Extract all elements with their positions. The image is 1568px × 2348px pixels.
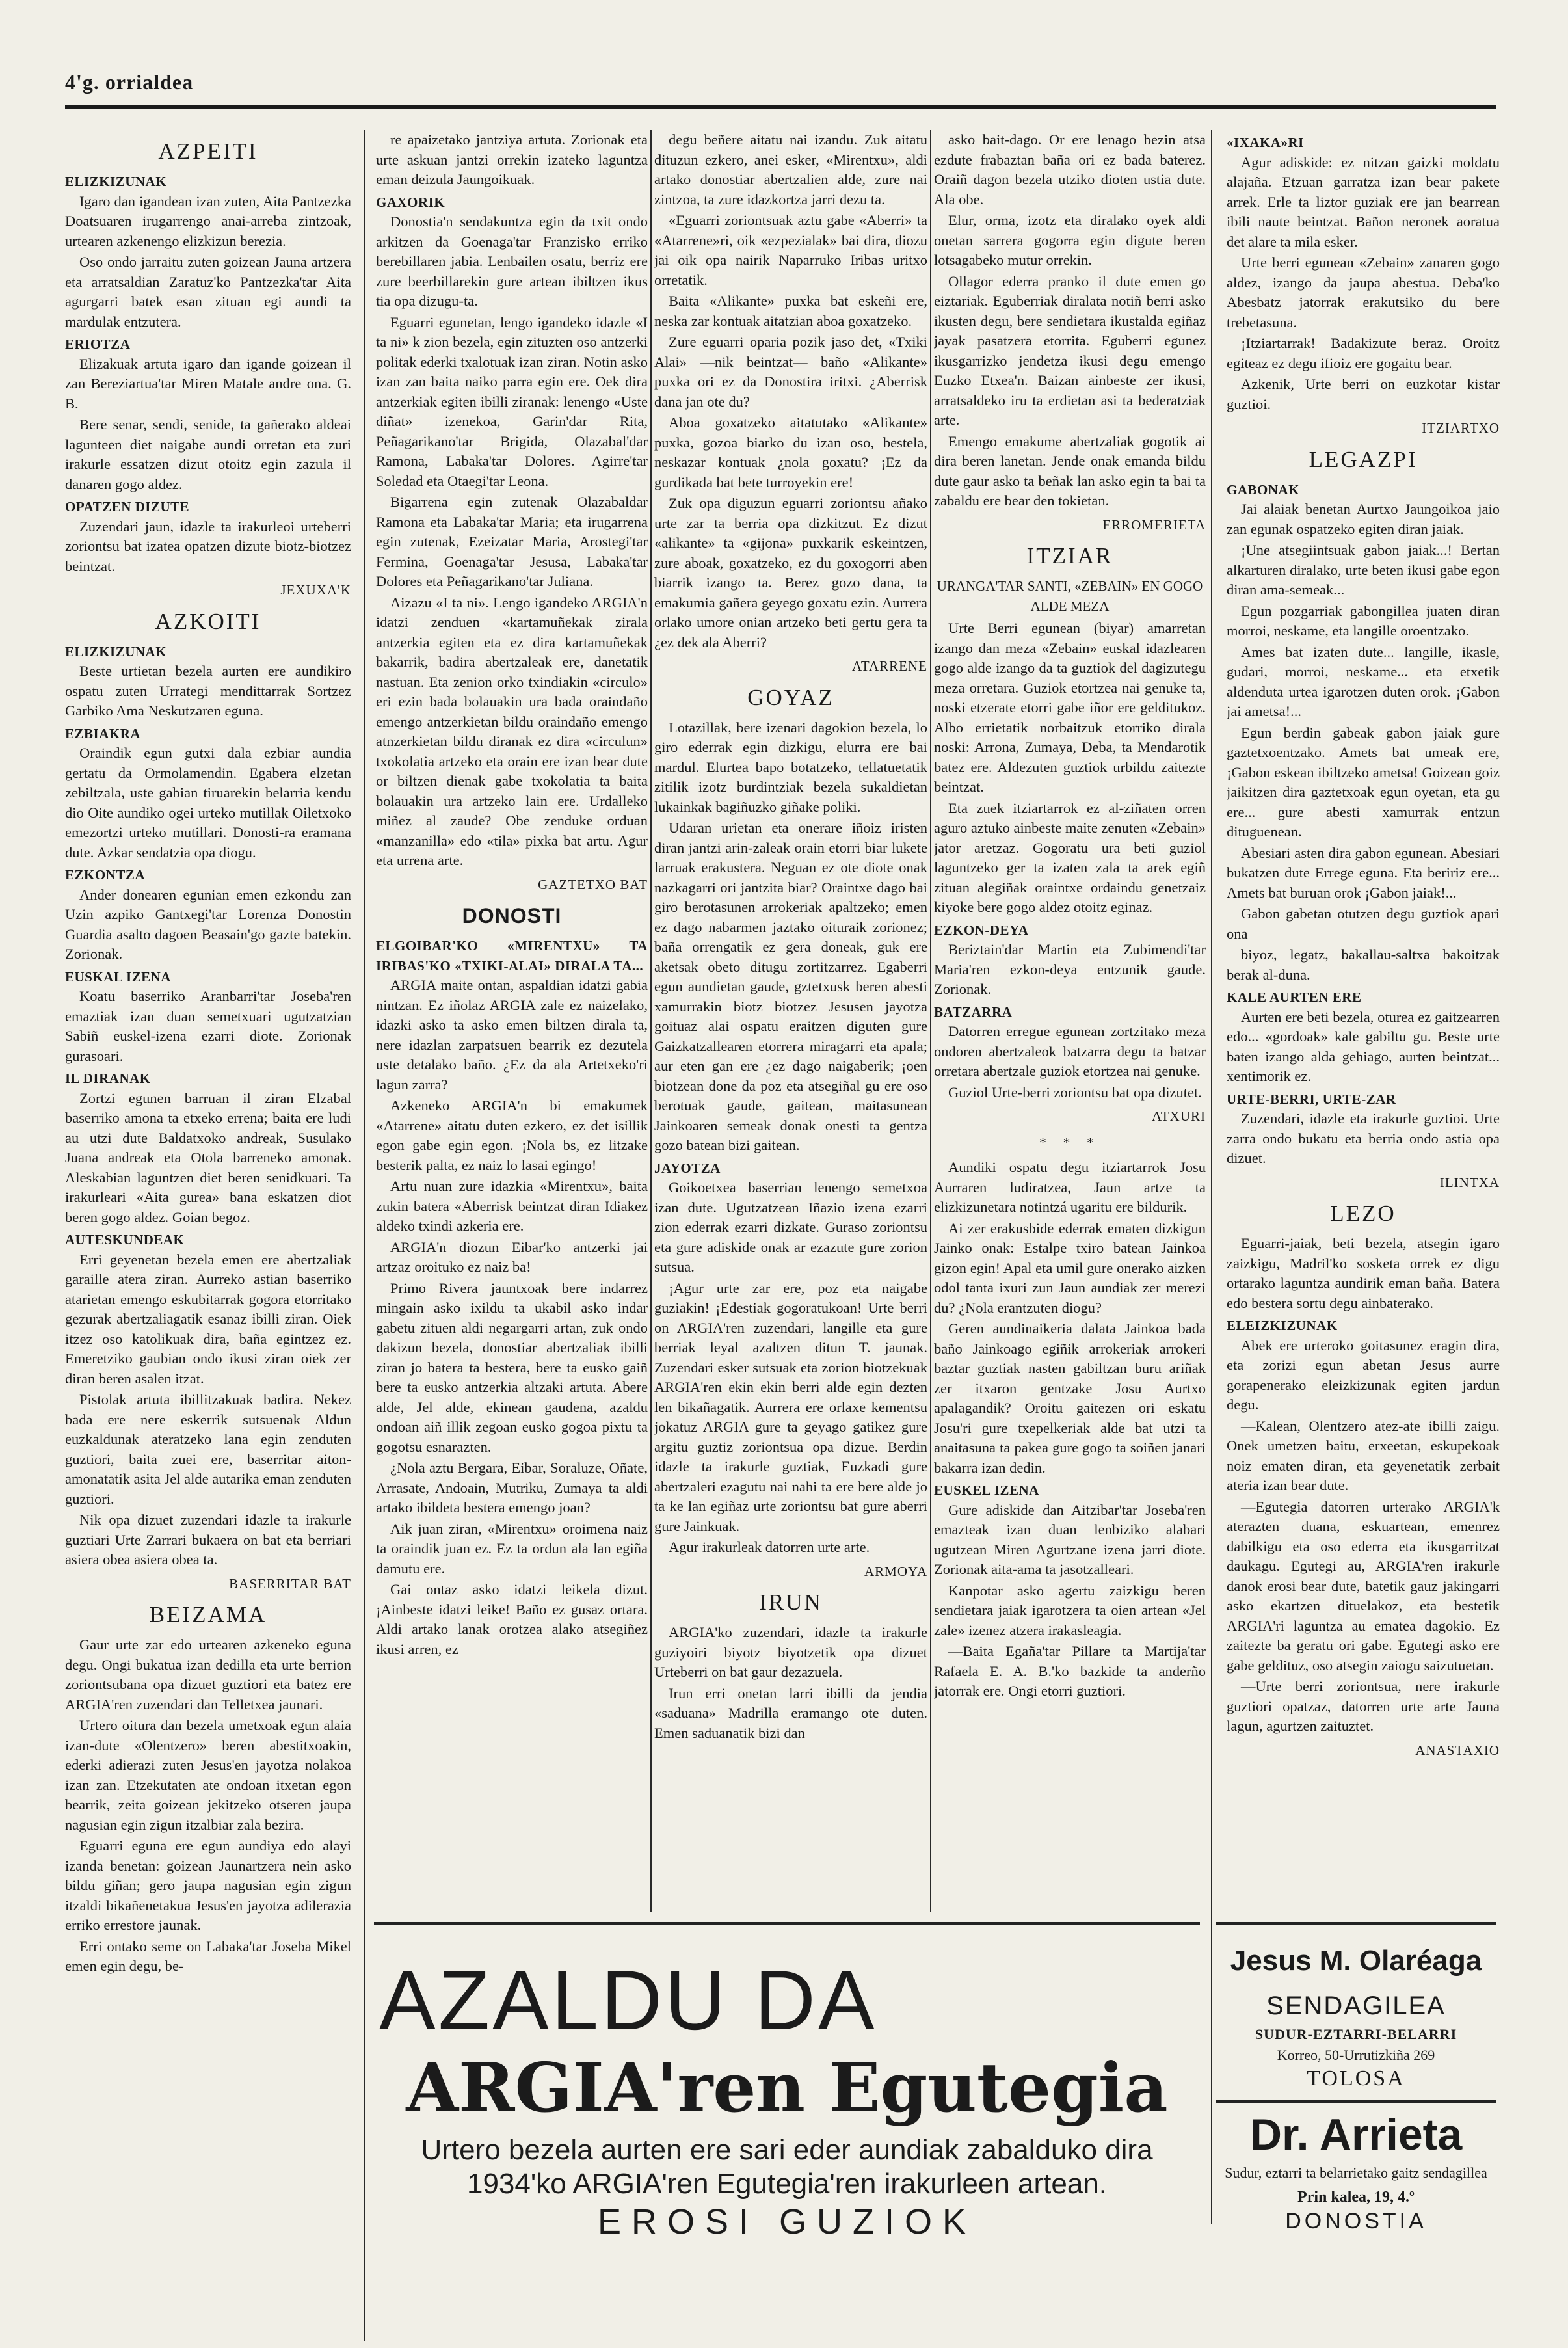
article-paragraph: Aundiki ospatu degu itziartarrok Josu Aurraren ludiratzea, Jaun artze ta elizkizunetara notintzá ugaritu ere bildurik. (934, 1159, 1206, 1215)
page-number-label: 4'g. orrialdea (65, 70, 194, 94)
article-paragraph: Azkeneko ARGIA'n bi emakumek «Atarrene» aitatu duten ezkero, ez det isillik egon gabe egin egon. ¡Nola bs, ez litzake besterik palta, ez naiz lo lasai egingo! (376, 1097, 648, 1173)
article-paragraph: ¡Itziartarrak! Badakizute beraz. Oroitz egiteaz ez degu ifioiz ere gogaitu bear. (1227, 335, 1500, 371)
article-paragraph: Aboa goxatzeko aitatutako «Alikante» puxka, gozoa biarko du izan oso, bestela, neskazar kontuak ¿nola goxatu? ¡Ez da gurdikada bat bete turroyekin ere! (654, 414, 927, 490)
section-subheading: IL DIRANAK (65, 1071, 151, 1086)
column-4 (934, 130, 1206, 1912)
doctor-profession: SENDAGILEA (1266, 1992, 1446, 2020)
ad-headline: AZALDU DA (379, 1953, 877, 2048)
section-subheading: ELIZKIZUNAK (65, 174, 167, 189)
article-paragraph: Lotazillak, bere izenari dagokion bezela, lo giro ederrak egin dizkigu, elurra ere bai mardul. Elurtea bapo botatzeko, tellatuetatik zitilik izotz burdintziak bezela sukaldietan lukainkak bagiñuzko giñake poliki. (654, 719, 927, 815)
second-doctor-description: Sudur, eztarri ta belarrietako gaitz sendagillea (1225, 2165, 1487, 2181)
article-paragraph: Zortzi egunen barruan il ziran Elzabal baserriko amona ta etxeko errena; baita ere ludi au utzi dute Baldatxoko andreak, Susulako Juana andreak eta Otola barreneko amonak. Aleskabian laguntzen diet beren senidkuari. Ta irakurleari «Aita gurea» bana eskatzen diot beren gogo aldez. Goian begoz. (65, 1089, 351, 1225)
article-paragraph: Urte Berri egunean (biyar) amarretan izango dan meza «Zebain» euskal idazlearen gogo alde izango da ta guztiok del dagizutegu meza orretara. Guziok etortzea nai genuke ta, noski etzerate etorri gabe iñor ere gelditukoz. Albo errietatik norbaitzuk etorriko dirala noski: Arrona, Zumaya, Deba, ta Mendarotik batez ere. Aldezuten guztiok urbildu zaitezte beintzat. (934, 620, 1206, 795)
article-paragraph: Emengo emakume abertzaliak gogotik ai dira beren lanetan. Jende onak emanda bildu dute gaur asko ta beñak lan asko egin ta bai ta zabaldu ere bear den tokietan. (934, 433, 1206, 509)
signature: ATARRENE (852, 658, 927, 674)
article-paragraph: Agur adiskide: ez nitzan gaizki moldatu alajaña. Etzuan garratza izan bear pakete arrek. Erle ta liztor guziak ere jan bearrean ibili naute beintzat. Bañon neronek aoratua det alare ta mila esker. (1227, 153, 1500, 250)
article-paragraph: Gaur urte zar edo urtearen azkeneko eguna degu. Ongi bukatua izan dedilla eta urte berrion zoriontsubana opa dizuet guztiori eta batez ere ARGIA'ren zuzendari dan Telletxea jaunari. (65, 1636, 351, 1713)
ad-separator (1216, 2100, 1496, 2103)
signature: ERROMERIETA (1102, 516, 1206, 533)
article-paragraph: Ander donearen egunian emen ezkondu zan Uzin azpiko Gantxegi'tar Lorenza Donostin Guardia asalto dagoen Beasain'go gazte batekin. Zorionak. (65, 886, 351, 962)
section-subheading: EZKONTZA (65, 867, 146, 883)
article-paragraph: Eta zuek itziartarrok ez al-ziñaten orren aguro aztuko ainbeste maite zenuten «Zebain» jator aretzaz. Gogoratu ura beti guziol laguntzeko ger ta izaten zala ta arek egiñ zituan alegiñak oraintxe ordaindu genetzaiz kiyoke bere gogo aldez otoitz eginaz. (934, 799, 1206, 915)
article-paragraph: Zuzendari, idazle eta irakurle guztioi. Urte zarra ondo bukatu eta berria ondo astia opa dizuet. (1227, 1110, 1500, 1166)
signature: ATXURI (1152, 1108, 1206, 1124)
section-title: GOYAZ (747, 684, 834, 710)
section-subheading: ELEIZKIZUNAK (1227, 1318, 1338, 1333)
article-paragraph: Baita «Alikante» puxka bat eskeñi ere, neska zar kontuak aitatzian aboa goxatzeko. (654, 293, 927, 329)
signature: ANASTAXIO (1415, 1742, 1500, 1758)
ad-description-line: Urtero bezela aurten ere sari eder aundiak zabalduko dira (421, 2134, 1153, 2166)
signature: ITZIARTXO (1422, 420, 1500, 436)
article-paragraph: Eguarri-jaiak, beti bezela, atsegin igaro zaizkigu, Madril'ko sosketa orrek ez digu ortarako laguntza aundirik eman baña. Batera edo bestera sortu degu ainbaterako. (1227, 1235, 1500, 1311)
article-paragraph: Udaran urietan eta onerare iñoiz iristen diran jantzi arin-zaleak orain etorri biar lukete larruak erakustera. Neguan ez ote diote onak nazkagarri ori jantzita biar? Oraintxe dago bai giro berotasunen arrokeriak apaltzeko; emen ez dago nabarmen jaztako oituraik zorionez; baña orrengatik ez gera doneak, guk ere aketsak obeto ditugu zortitzarrez. Egaberri egun aundietan gaude, gztetxusk beren abesti xamurrakin biotz biotzez Jesusen jayotza goituaz alai ospatu eraitzen diguten gure Gaizkatzallearen etorrera miragarri eta apala; aur eten gan ere ¿ez dago naigaberik; ¡oen biotzean done da poz eta atsegiñal gu ere oso berotuak gaude, gaitean, maitasunean Jainkoaren semeak donak onesti ta gentza gozo batean bizi gaitean. (654, 820, 927, 1153)
article-paragraph: Goikoetxea baserrian lenengo semetxoa izan dute. Ugutzatzean Iñazio izena ezarri zion ederrak ezarri dizkate. Guraso zoriontsu eta gure adiskide onak ar ezazute gure zorion sutsua. (654, 1179, 927, 1275)
article-paragraph: Zuk opa diguzun eguarri zoriontsu añako urte zar ta berria opa dizkitzut. Ez dizut «alikante» ta «gijona» puxkarik eskeintzen, zure aboak, goxatzeko, ez du goxogorri aben biarrik izango ta. Berez gozo dana, ta emakumia gañera geyego goxatu ezin. Aurrera orlako umore onian artzeko beti gertu gera ta ¿ez dek ala Aberri? (654, 495, 927, 650)
article-paragraph: ¿Nola aztu Bergara, Eibar, Soraluze, Oñate, Arrasate, Andoain, Mutriku, Zumaya ta aldi artako ibildeta bestera emengo joan? (376, 1460, 648, 1515)
column-3 (654, 130, 927, 1912)
section-title: AZPEITI (158, 139, 258, 164)
article-paragraph: Elizakuak artuta igaro dan igande goizean il zan Bereziartua'tar Miren Matale andre ona. G. B. (65, 355, 351, 412)
article-paragraph: Beriztain'dar Martin eta Zubimendi'tar Maria'ren ezkon-deya entzunik gaude. Zorionak. (934, 941, 1206, 997)
doctor-advertisements (1216, 1922, 1496, 2234)
section-subheading: BATZARRA (934, 1004, 1013, 1020)
article-paragraph: Datorren erregue egunean zortzitako meza ondoren abertzaleok batzarra degu ta batzar orretara abertzale guziok etortzea nai genuke. (934, 1023, 1206, 1079)
article-paragraph: Bigarrena egin zutenak Olazabaldar Ramona eta Labaka'tar Maria; eta irugarrena egin zutenak, Ezeizatar Maria, Arostegi'tar Fermina, Goenaga'tar Jesusa, Labaka'tar Dolores eta Peñagarikano'tar Juliana. (376, 494, 648, 589)
section-subheading: EUSKAL IZENA (65, 968, 171, 985)
article-paragraph: Egun berdin gabeak gabon jaiak gure gaztetxoentzako. Amets bat umeak ere, ¡Gabon eskean ibiltzeko ametsa! Goizean goiz jaikitzen dira gaztetxoak egun oyetan, eta gu ere... gure abesti xamurrak entzun dituguenean. (1227, 724, 1500, 840)
article-paragraph: Koatu baserriko Aranbarri'tar Joseba'ren emaztiak izan duan semetxuari ugutzatzian Sabiñ euskel-izena ezarri diote. Zorionak gurasoari. (65, 988, 351, 1064)
article-paragraph: degu beñere aitatu nai izandu. Zuk aitatu dituzun ezkero, anei esker, «Mirentxu», aldi artako donostiar abertzalien alde, zure nai zintzoa, ta zure idazkortza jarri dezu ta. (654, 131, 927, 207)
second-doctor-address: Prin kalea, 19, 4.º (1297, 2189, 1415, 2206)
article-paragraph: Oraindik egun gutxi dala ezbiar aundia gertatu da Ormolamendin. Egabera elzetan zebiltzala, uste gabian tiruarekin belarria kendu dio Oite aundiko ogei urteko mutillak Oiletxoko emezortzi urteko mutillari. Donosti-ra eramana dute. Azkar sendatzia opa diogu. (65, 745, 351, 860)
article-paragraph: Oso ondo jarraitu zuten goizean Jauna artzera eta arratsaldian Zaratuz'ko Pantzezka'tar Aita agurgarri batek esan zituan egi aundi ta mardulak entzutera. (65, 254, 351, 330)
article-subtitle: URANGA'TAR SANTI, «ZEBAIN» EN GOGO ALDE MEZA (937, 578, 1203, 614)
ad-call-to-action: EROSI GUZIOK (597, 2202, 977, 2241)
doctor-name: Jesus M. Olaréaga (1230, 1945, 1482, 1977)
section-subheading: «IXAKA»RI (1227, 135, 1304, 150)
article-paragraph: —Urte berri zoriontsua, nere irakurle guztiori opatzaz, datorren urte arte Jauna lagun, agurtzen zaituztet. (1227, 1678, 1500, 1734)
article-paragraph: Kanpotar asko agertu zaizkigu beren sendietara jaiak igarotzera ta oien artean «Jel zale» izenez atzera irakasleagia. (934, 1582, 1206, 1638)
column-divider (930, 130, 931, 1912)
article-paragraph: Urte berri egunean «Zebain» zanaren gogo aldez, izango da jaupa abestua. Deba'ko Abesbatz jatorrak erakutsiko du bere trebetasuna. (1227, 254, 1500, 330)
section-subheading: EUSKEL IZENA (934, 1482, 1039, 1498)
column-1 (65, 130, 351, 2348)
article-paragraph: Eguarri eguna ere egun aundiya edo alayi izanda benetan: goizean Jaunartzera nein asko bildu giñan; gero jaupa nagusian egin zigun itzaldi bikañenetakua Jesus'en jayotza adilerazia erriko errestore jaunak. (65, 1837, 351, 1933)
section-title: AZKOITI (155, 608, 261, 634)
ad-title: ARGIA'ren Egutegia (406, 2048, 1168, 2128)
header-rule (65, 105, 1496, 109)
signature: ILINTXA (1439, 1174, 1500, 1190)
section-subheading: EZKON-DEYA (934, 922, 1029, 938)
section-subheading: OPATZEN DIZUTE (65, 499, 190, 514)
section-subheading: URTE-BERRI, URTE-ZAR (1227, 1091, 1396, 1107)
article-paragraph: Ai zer erakusbide ederrak ematen dizkigun Jainko onak: Estalpe txiro batean Jainkoa gizon egin! Apal eta umil gure onerako aizken odol tanta ixuri zun Jaun aundiak zer merezi du? ¿Nola erantzuten diogu? (934, 1220, 1206, 1316)
doctor-address: Korreo, 50-Urrutizkiña 269 (1277, 2047, 1435, 2063)
article-paragraph: re apaizetako jantziya artuta. Zorionak eta urte askuan jantzi orrekin izateko laguntza eman deizula Jaungoikuak. (376, 131, 648, 187)
article-paragraph: —Baita Egaña'tar Pillare ta Martija'tar Rafaela E. A. B.'ko bazkide ta anderño jatorrak ere. Ongi etorri guztiori. (934, 1643, 1206, 1699)
section-subheading: ERIOTZA (65, 336, 131, 352)
section-subheading: ELGOIBAR'KO «MIRENTXU» TA IRIBAS'KO «TXIKI-ALAI» DIRALA TA... (376, 938, 648, 974)
article-paragraph: ARGIA maite ontan, aspaldian idatzi gabia nintzan. Ez iñolaz ARGIA zale ez naizelako, idazki asko ta asko emen biltzen dirala ta, nere idazlan zarpatsuen bearrik ez dezutela uste detalako baño. ¿Ez da ala Artetxeko'ri lagun zarra? (376, 977, 648, 1093)
article-paragraph: Zuzendari jaun, idazle ta irakurleoi urteberri zoriontsu bat izatea opatzen dizute biotz-biotzez beintzat. (65, 518, 351, 574)
second-doctor-name: Dr. Arrieta (1249, 2110, 1463, 2159)
article-paragraph: —Kalean, Olentzero atez-ate ibilli zaigu. Onek umetzen baitu, erxeetan, eskupekoak noiz ematen diran, eta geyenetatik zerbait ateria izan bear dute. (1227, 1417, 1500, 1493)
section-subheading: ELIZKIZUNAK (65, 643, 167, 660)
article-paragraph: Primo Rivera jauntxoak bere indarrez mingain asko ixildu ta ukabil asko indar gabetu zituen aldi negargarri artan, zuk ondo dakizun bezela, donostiar abertzaliak ibilli ziran jo batera ta bestera, bere ta eusko gaiñ bere ta eusko antzerkia altzaki artuta. Abere alde, Jel alde, ekinean gaudena, azaldu ondoan aiñ illik zegoan eusko gogoa pixtu ta gogotsu esnarazten. (376, 1279, 648, 1455)
article-paragraph: Elur, orma, izotz eta diralako oyek aldi onetan sarrera gogorra egin digute beren lotsagabeko mutur orrekin. (934, 212, 1206, 268)
argia-calendar-advertisement (374, 1922, 1200, 2241)
ad-description (374, 2133, 1200, 2201)
doctor-city: TOLOSA (1307, 2066, 1405, 2090)
article-paragraph: Aik juan ziran, «Mirentxu» oroimena naiz ta oraindik juan ez. Ez ta ordun ala lan egiña damutu ere. (376, 1520, 648, 1577)
article-paragraph: Guziol Urte-berri zoriontsu bat opa dizutet. (948, 1084, 1202, 1101)
article-paragraph: Abesiari asten dira gabon egunean. Abesiari bukatzen dute Errege eguna. Eta beririz ere... Amets bat buruan orok ¡Gabon jaiak!... (1227, 844, 1500, 901)
signature: GAZTETXO BAT (538, 876, 648, 892)
article-paragraph: Gure adiskide dan Aitzibar'tar Joseba'ren emazteak izan duan lenbiziko alabari ugutzean Miren Agurtzane izena jarri diote. Zorionak aita-ama ta jasotzalleari. (934, 1501, 1206, 1577)
section-title: LEGAZPI (1309, 446, 1418, 472)
doctor-specialty: SUDUR-EZTARRI-BELARRI (1255, 2026, 1457, 2042)
article-paragraph: Gai ontaz asko idatzi leikela dizut. ¡Ainbeste idatzi leike! Baño ez gusaz ortara. Aldi artako lanak orotzea alako atsegiñez ikusi arren, ez (376, 1581, 648, 1657)
article-paragraph: Urtero oitura dan bezela umetxoak egun alaia izan-dute «Olentzero» beren abestitxoakin, ederki adierazi zuten Jesus'en jayotza nolakoa izan zan. Etzekutaten ate ondoan itxetan egon bearrik, zeita goizean jekitzeko otseren jaupa nagusian egin zigun itzalbiar zala bezira. (65, 1717, 351, 1833)
article-paragraph: ARGIA'n diozun Eibar'ko antzerki jai artzaz oroituko ez naiz ba! (376, 1238, 648, 1275)
article-paragraph: Egun pozgarriak gabongillea juaten diran morroi, neskame, eta langille oroentzako. (1227, 602, 1500, 639)
article-paragraph: biyoz, legatz, bakallau-saltxa bakoitzak berak al-duna. (1227, 946, 1500, 983)
article-paragraph: Artu nuan zure idazkia «Mirentxu», baita zukin batera «Aberrisk beintzat diran Idiakez aldeko txindi azkeria ere. (376, 1178, 648, 1234)
article-paragraph: Aurten ere beti bezela, oturea ez gaitzearren edo... «gordoak» kale gabiltu gu. Beste urte baten izango alda gehiago, aurten beintzat... xentimorik ez. (1227, 1008, 1500, 1084)
article-paragraph: Jai alaiak benetan Aurtxo Jaungoikoa jaio zan egunak ospatzeko egiten diran jaiak. (1227, 501, 1500, 537)
article-paragraph: Erri ontako seme on Labaka'tar Joseba Mikel emen egin degu, be- (65, 1938, 351, 1974)
article-paragraph: Eguarri egunetan, lengo igandeko idazle «I ta ni» k zion bezela, egin zituzten oso antzerki politak ederki txalotuak izan ziran. Notin asko izan zan baita naiko parra egin ere. Oek dira antzerkiak egiten ibilli ziranak: lenengo «Uste diñat» izenekoa, Garin'dar Rita, Peñagarikano'tar Brigida, Olazabal'dar Ramona, Labaka'tar Dolores. Agirre'tar Soledad eta Otaegi'tar Leona. (376, 314, 648, 489)
article-paragraph: Irun erri onetan larri ibilli da jendia «saduana» Madrilla eramango ote duten. Emen saduanatik bizi dan (654, 1685, 927, 1741)
article-paragraph: Donostia'n sendakuntza egin da txit ondo arkitzen da Goenaga'tar Franzisko erriko berebillaren jabia. Lenbailen osatu, berriz ere zure beerbillarekin gure artean ibiltzen ikus tia opa dizugu-ta. (376, 213, 648, 309)
article-paragraph: Abek ere urteroko goitasunez eragin dira, eta zorizi egun abetan Jesus aurre gorapenerako eleizkizunak egiten jardun degu. (1227, 1337, 1500, 1413)
section-title: LEZO (1330, 1201, 1396, 1226)
article-paragraph: Erri geyenetan bezela emen ere abertzaliak garaille atera ziran. Aurreko astian baserriko atarietan emengo eskubitarrak gogora etorritako gezurak abertzaliagatik esanaz ibilli ziran. Oiek itzez oso katolikuak dira, baña egintzez ez. Emeretziko gaubian ondo ikusi ziran oiek zer diran beren asalen itzat. (65, 1251, 351, 1387)
article-paragraph: asko bait-dago. Or ere lenago bezin atsa ezdute frabaztan baña ori ez bada baterez. Oraiñ dagon bezela utziko dioten ustia dute. Ala obe. (934, 131, 1206, 207)
article-paragraph: Gabon gabetan otutzen degu guztiok apari ona (1227, 905, 1500, 942)
second-doctor-city: DONOSTIA (1285, 2209, 1427, 2234)
article-paragraph: ARGIA'ko zuzendari, idazle ta irakurle guziyoiri biyotz biyotzetik opa dizuet Urteberri on bat gaur dezazuela. (654, 1624, 927, 1680)
article-paragraph: ¡Une atsegiintsuak gabon jaiak...! Bertan alkarturen diralako, urte beten ikusi gabe egon diran ama-semeak... (1227, 542, 1500, 598)
signature: ARMOYA (864, 1563, 927, 1579)
column-divider (650, 130, 652, 1912)
article-paragraph: «Eguarri zoriontsuak aztu gabe «Aberri» ta «Atarrene»ri, oik «ezpezialak» bai dira, diozu jai oik opa nairik Naparruko Iribas uritxo orretatik. (654, 212, 927, 288)
article-paragraph: Ollagor ederra pranko il dute emen go eiztariak. Eguberriak diralata notiñ berri asko ikusten degu, bere sendietara ikustalda egiñaz jayak pasatzera etorrita. Eguberri egunez ikusgarrizko jendetza ikusi degu emengo Euzko Etxea'n. Baizan ainbeste zer ikusi, arratsaldeko iru ta erdietan asi ta bederatziak arte. (934, 273, 1206, 428)
separator-stars: * * * (1039, 1134, 1100, 1151)
section-subheading: AUTESKUNDEAK (65, 1232, 185, 1247)
section-subheading: KALE AURTEN ERE (1227, 989, 1362, 1005)
section-subheading: EZBIAKRA (65, 725, 141, 741)
article-paragraph: Aizazu «I ta ni». Lengo igandeko ARGIA'n idatzi zenduen «kartamuñekak zirala antzerkia egiten eta ez dira kartamuñekak bakarrik, badira abertzaleak ere, danetatik nastuan. Eta zenion orko txindiakin «circulo» eri ezin bada bolauakin ura bada oraindaño emengo antzerkietan bildu oraindaño emengo atnzerkietan bildu diranak ez dira «circulun» txokolatia artzeko eta orain ere izan bear dute or biltzen dienak gabe txokolatia ta baita bolauakin ura artzeko lain ere. Urdalleko miñez al zaude? Obe zenduke orduan «manzanilla» edo «tila» pixka bat artu. Agur eta urrena arte. (376, 594, 648, 868)
article-paragraph: Zure eguarri oparia pozik jaso det, «Txiki Alai» —nik beintzat— baño «Alikante» puxka ori ez da Donostira iritxi. ¿Aberrisk dana jan ote du? (654, 334, 927, 410)
section-title: IRUN (759, 1590, 823, 1615)
article-paragraph: Ames bat izaten dute... langille, ikasle, gudari, morroi, neskame... eta etxetik aldenduta urtea igarotzen duten orok. ¡Gabon jai ametsa!... (1227, 643, 1500, 719)
article-paragraph: ¡Agur urte zar ere, poz eta naigabe guziakin! ¡Edestiak gogoratukoan! Urte berri on ARGIA'ren zuzendari, langille eta gure berriak leyal azaltzen ditun T. jaunak. Zuzendari esker sutsuak eta zorion biotzekuak ARGIA'ren ekin ekin berri alde egin dezten len bikañagatik. Aurrera ere orlaxe kementsu jokatuz ARGIA gure ta geyago gatikez gure argitu guztiz zoriontsua opa dizue. Berdin idazle ta irakurle guztiak, Euzkadi gure abertzaleri ezagutu nai nahi ta ere bere alde jo ta ke lan egiñaz urte zoriontsu bat gure aberri gure Jainkuak. (654, 1279, 927, 1534)
column-divider (364, 130, 365, 2341)
article-paragraph: Pistolak artuta ibillitzakuak badira. Nekez bada ere nere eskerrik sutsuenak Aldun euzkaldunak ateratzeko lana egin zenduten guztiori, baita zuei ere, baserritar aiton-amonatatik asita Jel alde autarika eman zenduten guztiori. (65, 1391, 351, 1507)
section-title: BEIZAMA (149, 1602, 267, 1627)
article-paragraph: Geren aundinaikeria dalata Jainkoa bada baño Jainkoago egiñik arrokeriak arrokeri baztar guztiak nasten gabiltzan buru ariñak zer itxaron gentzake Josu Aurtxo apalagandik? Oroitu gaitezen ori eskatu Josu'ri gure txepelkeriak alde bat utzi ta anaitasuna ta pakea gure gogo ta soiñen janari bakarra izan dedin. (934, 1320, 1206, 1476)
section-title: ITZIAR (1026, 543, 1113, 568)
article-paragraph: Nik opa dizuet zuzendari idazle ta irakurle guztiari Urte Zarrari bukaera on bat eta berriari asiera obea asiera obea ta. (65, 1512, 351, 1568)
article-paragraph: Azkenik, Urte berri on euzkotar kistar guztioi. (1227, 376, 1500, 412)
column-5 (1227, 130, 1500, 1912)
column-divider (1211, 130, 1212, 2224)
section-subheading: GABONAK (1227, 481, 1300, 498)
article-paragraph: Bere senar, sendi, senide, ta gañerako aldeai lagunteen diet naigabe aundi orretan eta zuri irakurle essatzen dizut otoitz egin zazula il danaren gogo aldez. (65, 416, 351, 492)
article-paragraph: Igaro dan igandean izan zuten, Aita Pantzezka Doatsuaren irugarrengo anai-arreba zintzoak, urtearen azkenengo elizkizun berezia. (65, 193, 351, 249)
article-paragraph: Beste urtietan bezela aurten ere aundikiro ospatu zuten Urrategi mendittarrak Sortzez Garbiko Ama Neskutzaren eguna. (65, 663, 351, 719)
signature: BASERRITAR BAT (229, 1575, 351, 1592)
section-subheading: GAXORIK (376, 194, 445, 210)
section-title: DONOSTI (462, 904, 562, 927)
article-paragraph: Agur irakurleak datorren urte arte. (669, 1539, 870, 1555)
article-paragraph: —Egutegia datorren urterako ARGIA'k aterazten duana, eskuartean, emenrez dabilkigu eta oso ederra eta ikusgarritzat daukagu. Egutegi au, ARGIA'ren irakurle danok erosi bear dute, batetik gauz jakingarri asko ekartzen dituelakoz, eta bestetik ARGIA'ri laguntza au ematea dagokio. Ez zaitezte ba geratu ori gabe. Egutegi asko ere gabe geldituz, oso atsegin zaiogu saizutuetan. (1227, 1498, 1500, 1674)
signature: JEXUXA'K (280, 582, 351, 598)
ad-description-line: 1934'ko ARGIA'ren Egutegia'ren irakurleen artean. (466, 2168, 1108, 2200)
column-2 (376, 130, 648, 1912)
section-subheading: JAYOTZA (654, 1160, 721, 1176)
